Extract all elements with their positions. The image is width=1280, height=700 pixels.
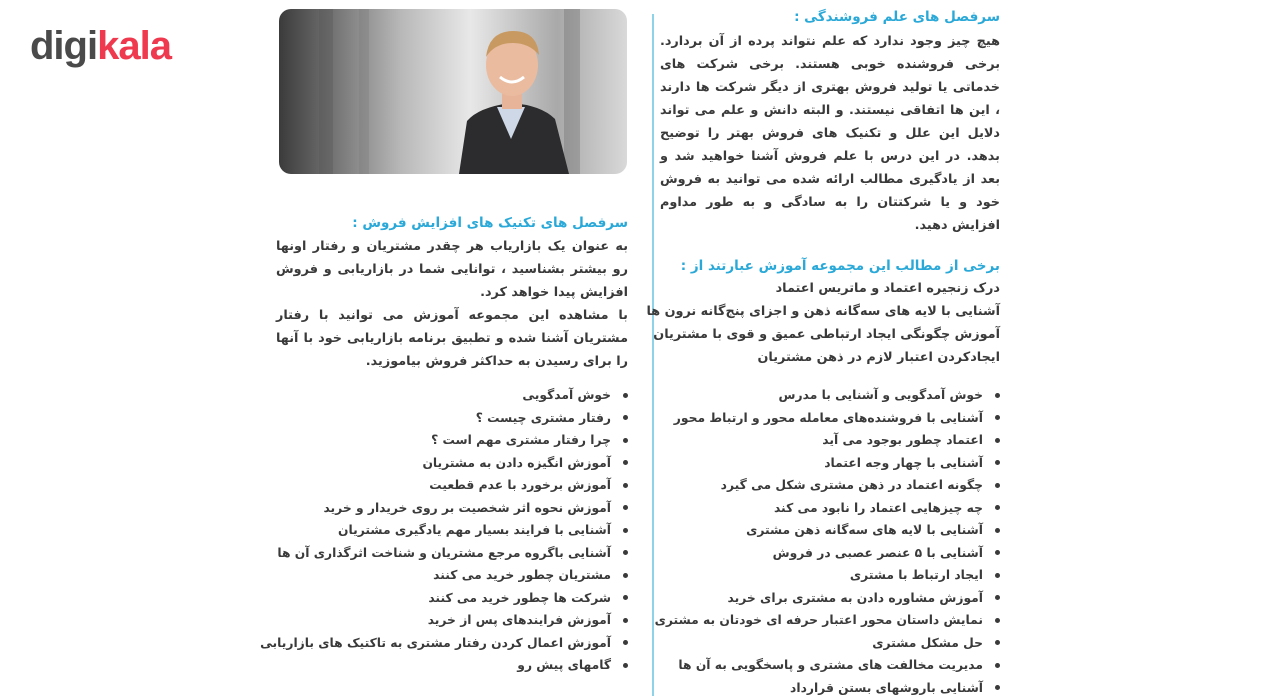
list-item: مشتریان چطور خرید می کنند	[276, 564, 628, 587]
bullet-icon	[995, 438, 1000, 443]
bullet-icon	[995, 685, 1000, 690]
bullet-icon	[995, 618, 1000, 623]
right-topics-list	[654, 384, 1000, 699]
digikala-logo[interactable]	[30, 26, 171, 66]
list-item: آموزش اعمال کردن رفتار مشتری به تاکتیک های بازاریابی	[276, 632, 628, 655]
bullet-icon	[995, 528, 1000, 533]
sales-science-paragraph: هیچ چیز وجود ندارد که علم نتواند پرده از آن بردارد. برخی فروشنده خوبی هستند. برخی شرکت های خدماتی یا تولید فروش بهتری از دیگر شرکت ها دارند ، این ها اتفاقی نیستند. و البته دانش و علم می تواند دلایل این علل و تکنیک های فروش بهتر را توضیح بدهد. در این درس با علم فروش آشنا خواهید شد و بعد از یادگیری مطالب ارائه شده می توانید به فروش خود و یا شرکتتان را به سادگی و به طور مداوم افزایش دهید.	[660, 34, 1000, 233]
list-item: خوش آمدگویی	[276, 384, 628, 407]
bullet-icon	[995, 460, 1000, 465]
bullet-icon	[623, 663, 628, 668]
intro-line: ایجادکردن اعتبار لازم در ذهن مشتریان	[757, 350, 1000, 365]
list-item: گامهای پیش رو	[276, 654, 628, 677]
right-column	[660, 7, 1000, 237]
column-divider	[652, 14, 654, 696]
sales-techniques-paragraph-2: با مشاهده این مجموعه آموزش می توانید با رفتار مشتریان آشنا شده و تطبیق برنامه بازاریابی خود با آنها را برای رسیدن به حداکثر فروش بیاموزید.	[276, 308, 628, 369]
list-item: چگونه اعتماد در ذهن مشتری شکل می گیرد	[660, 474, 1000, 497]
list-item: حل مشکل مشتری	[660, 632, 1000, 655]
bullet-icon	[995, 640, 1000, 645]
list-item: خوش آمدگویی و آشنایی با مدرس	[660, 384, 1000, 407]
bullet-icon	[995, 393, 1000, 398]
bullet-icon	[623, 505, 628, 510]
bullet-icon	[623, 415, 628, 420]
bullet-icon	[623, 550, 628, 555]
left-topics-list	[260, 384, 628, 677]
list-item: ایجاد ارتباط با مشتری	[660, 564, 1000, 587]
bullet-icon	[623, 640, 628, 645]
right-topics-block	[646, 256, 1000, 369]
logo-text-kala: kala	[97, 24, 171, 68]
bullet-icon	[995, 595, 1000, 600]
list-item: چرا رفتار مشتری مهم است ؟	[276, 429, 628, 452]
bullet-icon	[995, 663, 1000, 668]
logo-text-digi: digi	[30, 24, 98, 68]
list-item: آموزش فرایندهای پس از خرید	[276, 609, 628, 632]
bullet-icon	[623, 483, 628, 488]
bullet-icon	[623, 595, 628, 600]
bullet-icon	[623, 460, 628, 465]
bullet-icon	[995, 573, 1000, 578]
bullet-icon	[623, 618, 628, 623]
bullet-icon	[995, 415, 1000, 420]
bullet-icon	[623, 573, 628, 578]
list-item: آشنایی با فرایند بسیار مهم یادگیری مشتریان	[276, 519, 628, 542]
list-item: آموزش برخورد با عدم قطعیت	[276, 474, 628, 497]
list-item: شرکت ها چطور خرید می کنند	[276, 587, 628, 610]
bullet-icon	[995, 483, 1000, 488]
left-column	[276, 213, 628, 373]
topics-heading: برخی از مطالب این مجموعه آموزش عبارتند از :	[680, 258, 1000, 274]
list-item: آموزش مشاوره دادن به مشتری برای خرید	[660, 587, 1000, 610]
list-item: آشنایی باگروه مرجع مشتریان و شناخت اثرگذاری آن ها	[276, 542, 628, 565]
intro-line: آموزش چگونگی ایجاد ارتباطی عمیق و قوی با مشتریان	[653, 327, 1000, 342]
list-item: مدیریت مخالفت های مشتری و پاسخگویی به آن ها	[660, 654, 1000, 677]
list-item: آشنایی با ۵ عنصر عصبی در فروش	[660, 542, 1000, 565]
list-item: آشنایی با چهار وجه اعتماد	[660, 452, 1000, 475]
list-item: آشنایی باروشهای بستن قرارداد	[660, 677, 1000, 700]
list-item: آموزش نحوه اثر شخصیت بر روی خریدار و خرید	[276, 497, 628, 520]
list-item: نمایش داستان محور اعتبار حرفه ای خودتان به مشتری	[660, 609, 1000, 632]
bullet-icon	[995, 550, 1000, 555]
list-item: چه چیزهایی اعتماد را نابود می کند	[660, 497, 1000, 520]
sales-techniques-paragraph-1: به عنوان یک بازاریاب هر چقدر مشتریان و رفتار اونها رو بیشتر بشناسید ، توانایی شما در بازاریابی و فروش افزایش پیدا خواهد کرد.	[276, 239, 628, 300]
sales-techniques-heading: سرفصل های تکنیک های افزایش فروش :	[352, 215, 628, 231]
sales-science-heading: سرفصل های علم فروشندگی :	[794, 9, 1000, 25]
list-item: آشنایی با فروشنده‌های معامله محور و ارتباط محور	[660, 407, 1000, 430]
intro-line: درک زنجیره اعتماد و ماتریس اعتماد	[775, 281, 1000, 296]
bullet-icon	[995, 505, 1000, 510]
list-item: آموزش انگیزه دادن به مشتریان	[276, 452, 628, 475]
intro-line: آشنایی با لایه های سه‌گانه ذهن و اجزای پنج‌گانه نرون ها	[646, 304, 1000, 319]
bullet-icon	[623, 438, 628, 443]
bullet-icon	[623, 393, 628, 398]
instructor-photo	[279, 9, 627, 174]
list-item: رفتار مشتری چیست ؟	[276, 407, 628, 430]
list-item: اعتماد چطور بوجود می آید	[660, 429, 1000, 452]
bullet-icon	[623, 528, 628, 533]
list-item: آشنایی با لایه های سه‌گانه ذهن مشتری	[660, 519, 1000, 542]
